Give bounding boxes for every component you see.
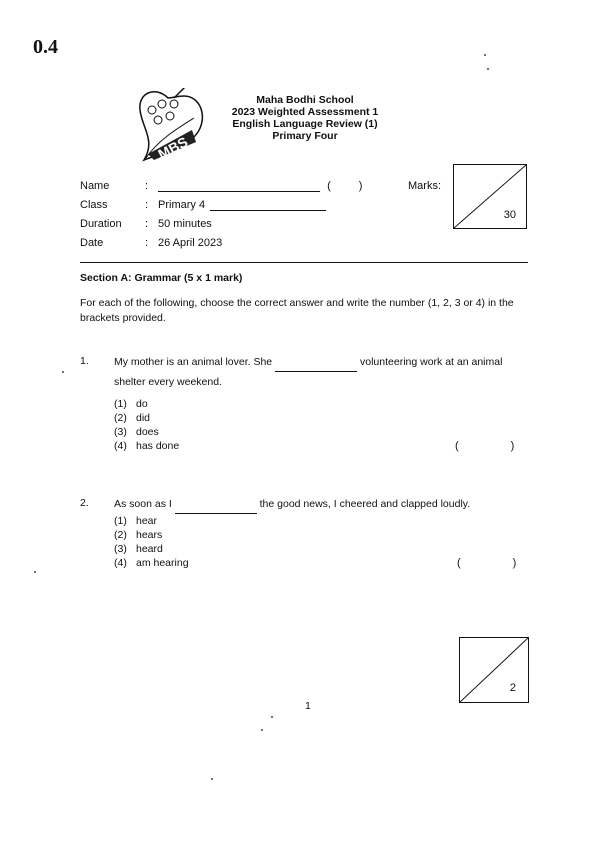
answer-blank[interactable] (275, 361, 357, 372)
page-marks: 2 (509, 682, 516, 694)
option-2: (2) hears (114, 529, 163, 541)
date-value: 26 April 2023 (158, 237, 223, 249)
question-text (114, 494, 524, 514)
scan-speck (34, 571, 36, 573)
total-marks-box[interactable] (453, 164, 527, 229)
question-text-after: volunteering work at an animal shelter every weekend. (114, 356, 503, 388)
question-text (114, 352, 524, 392)
total-marks: 30 (503, 209, 516, 221)
name-field[interactable]: ( ) (158, 180, 362, 192)
question-number: 2. (80, 497, 89, 509)
scan-speck (271, 716, 273, 718)
option-4: (4) am hearing (114, 557, 189, 569)
class-value: Primary 4 (158, 199, 206, 211)
colon: : (145, 180, 149, 192)
option-3: (3) heard (114, 543, 163, 555)
class-label: Class (80, 199, 108, 211)
class-field[interactable] (158, 199, 326, 211)
option-1: (1) do (114, 398, 148, 410)
school-logo (134, 88, 206, 164)
school-header (220, 94, 390, 142)
answer-bracket[interactable]: ( ) (457, 557, 517, 569)
school-name: Maha Bodhi School (256, 94, 354, 106)
option-1: (1) hear (114, 515, 158, 527)
option-4: (4) has done (114, 440, 180, 452)
answer-bracket[interactable]: ( ) (455, 440, 515, 452)
scan-speck (261, 729, 263, 731)
question-text-before: My mother is an animal lover. She (114, 356, 273, 368)
name-label: Name (80, 180, 110, 192)
duration-value: 50 minutes (158, 218, 212, 230)
duration-label: Duration (80, 218, 122, 230)
corner-label: 0.4 (33, 36, 58, 58)
answer-blank[interactable] (175, 503, 257, 514)
option-3: (3) does (114, 426, 159, 438)
scan-speck (62, 371, 64, 373)
date-label: Date (80, 237, 104, 249)
question-text-before: As soon as I (114, 498, 172, 510)
marks-label: Marks: (408, 180, 441, 192)
question-number: 1. (80, 355, 89, 367)
colon: : (145, 237, 149, 249)
colon: : (145, 218, 149, 230)
page-marks-box[interactable] (459, 637, 529, 703)
section-title: Section A: Grammar (5 x 1 mark) (80, 272, 243, 284)
scan-speck (211, 778, 213, 780)
scan-speck (487, 68, 489, 70)
divider (80, 262, 528, 263)
level-title: Primary Four (272, 130, 338, 142)
scan-speck (484, 54, 486, 56)
option-2: (2) did (114, 412, 151, 424)
assessment-title: 2023 Weighted Assessment 1 (231, 106, 379, 118)
svg-text:MBS: MBS (155, 133, 191, 163)
subject-title: English Language Review (1) (232, 118, 378, 130)
question-text-after: the good news, I cheered and clapped loudly. (259, 498, 471, 510)
colon: : (145, 199, 149, 211)
page-number: 1 (305, 700, 311, 712)
section-instruction: For each of the following, choose the correct answer and write the number (1, 2, 3 or 4) in the brackets provided. (80, 297, 514, 324)
